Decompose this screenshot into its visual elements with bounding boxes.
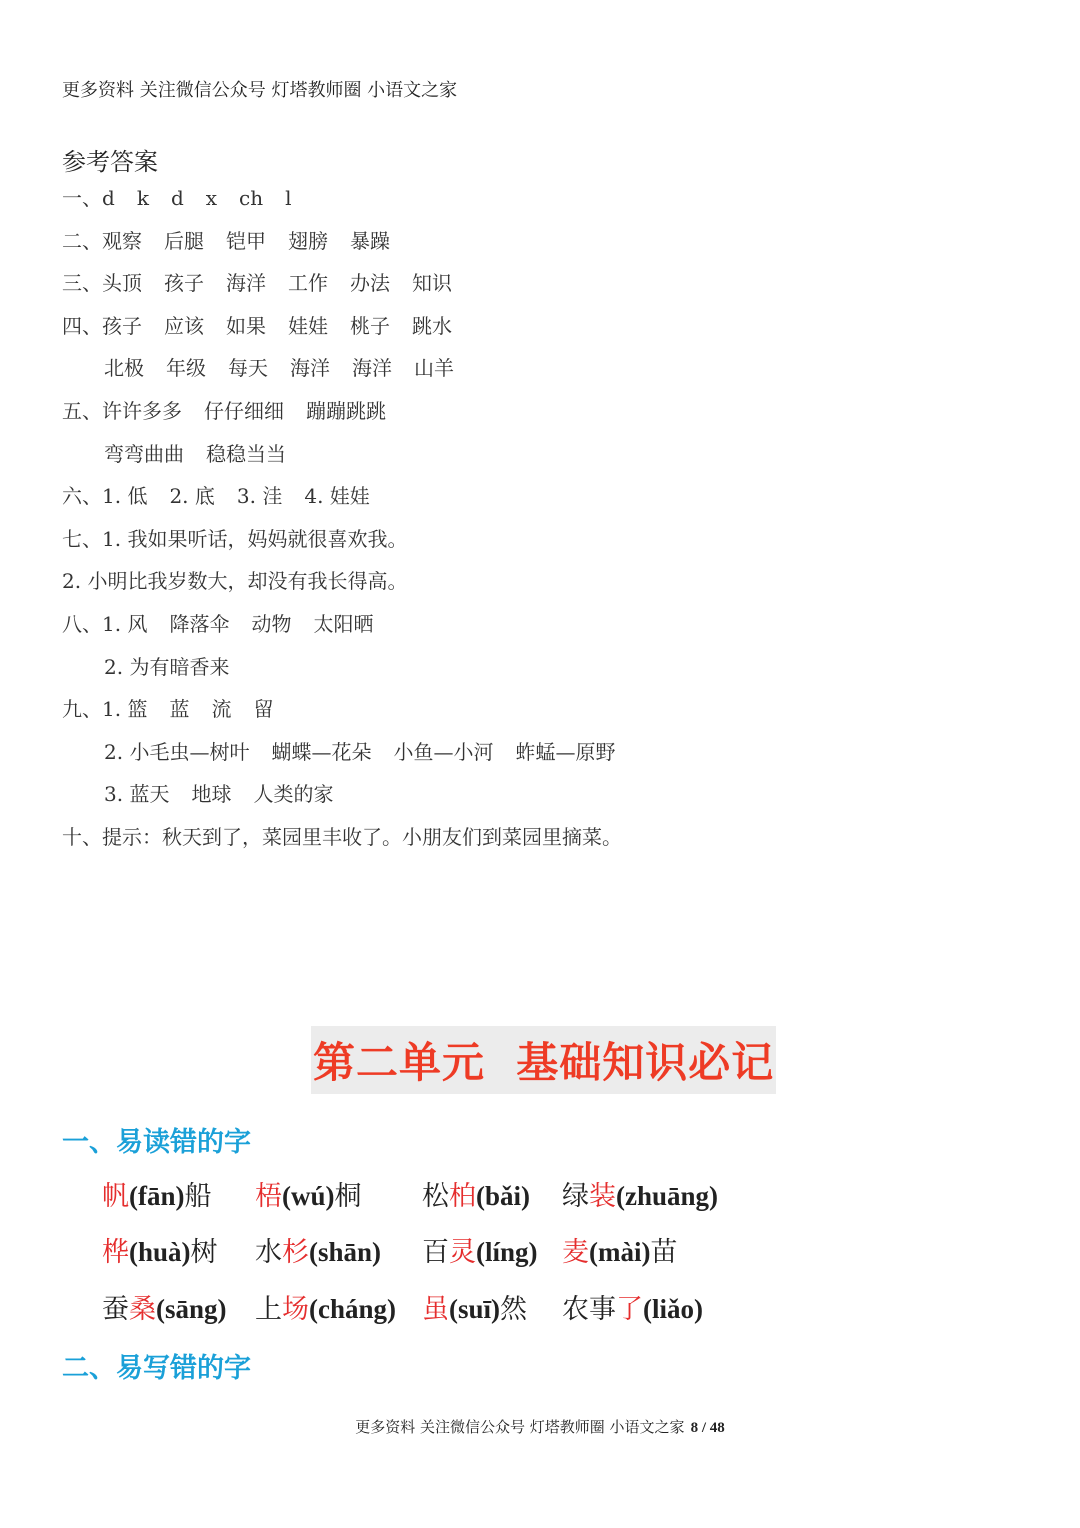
answer-label: 二、 (62, 228, 102, 253)
answer-item: 流 (211, 697, 232, 722)
pinyin: (zhuāng) (616, 1181, 719, 1211)
section-1-title: 一、易读错的字 (62, 1127, 251, 1158)
answer-label: 十、 (62, 825, 102, 849)
answer-item: 小鱼—小河 (393, 739, 494, 764)
highlighted-char: 梧 (255, 1181, 282, 1212)
answer-item: 蓝 (169, 697, 190, 722)
answer-line (62, 821, 644, 853)
char: 水 (255, 1237, 282, 1268)
answer-item: 北极 (104, 356, 144, 381)
highlighted-char: 帆 (102, 1181, 129, 1212)
answer-item: 人类的家 (253, 782, 334, 807)
answer-item: l (285, 186, 292, 210)
answer-line (62, 395, 408, 427)
pinyin-entry (562, 1232, 677, 1273)
answer-item: 山羊 (414, 356, 454, 381)
pinyin-entry (102, 1232, 218, 1273)
answer-item: 2. 底 (169, 484, 215, 509)
answer-item: 海洋 (352, 356, 392, 381)
answer-line (104, 736, 637, 768)
highlighted-char: 桑 (129, 1294, 156, 1325)
answer-label: 五、 (62, 399, 102, 423)
pinyin-entry (562, 1289, 703, 1330)
highlighted-char: 麦 (562, 1237, 589, 1268)
answer-item: 孩子 (164, 271, 204, 296)
char: 树 (190, 1237, 218, 1268)
answer-line (62, 310, 474, 342)
pinyin: (suī) (449, 1294, 501, 1324)
char: 桐 (334, 1181, 362, 1212)
answer-line (62, 480, 392, 512)
answer-item: 铠甲 (226, 228, 266, 253)
answer-item: 弯弯曲曲 (104, 441, 184, 466)
answer-item: 办法 (350, 271, 390, 296)
footer-text: 更多资料 关注微信公众号 灯塔教师圈 小语文之家 (355, 1418, 685, 1436)
highlighted-char: 场 (282, 1294, 309, 1325)
unit-title: 第二单元 基础知识必记 (311, 1026, 776, 1094)
char: 苗 (650, 1237, 678, 1268)
answer-line (104, 438, 308, 470)
highlighted-char: 虽 (422, 1294, 449, 1325)
answer-item: 桃子 (350, 313, 390, 338)
highlighted-char: 桦 (102, 1237, 129, 1268)
answer-item: 每天 (228, 356, 268, 381)
answer-line (104, 352, 476, 384)
answer-item: 工作 (288, 271, 328, 296)
answer-item: d (170, 186, 184, 210)
answer-item: 蹦蹦跳跳 (306, 399, 386, 423)
answer-item: 海洋 (290, 356, 330, 381)
answer-item: d (102, 186, 115, 210)
answer-item: 4. 娃娃 (304, 484, 370, 509)
answer-item: 1. 风 (102, 612, 148, 636)
answers-title: 参考答案 (62, 148, 158, 176)
char: 松 (422, 1181, 449, 1212)
page-footer (0, 1416, 1080, 1437)
answer-item: 许许多多 (102, 399, 182, 423)
answer-item: 孩子 (102, 313, 142, 338)
answer-item: x (205, 186, 218, 210)
highlighted-char: 柏 (449, 1181, 476, 1212)
answer-item: 2. 小毛虫—树叶 (104, 739, 250, 764)
char: 农事 (562, 1294, 616, 1325)
highlighted-char: 了 (616, 1294, 643, 1325)
pinyin: (wú) (282, 1181, 335, 1211)
answer-item: 3. 蓝天 (104, 782, 170, 807)
pinyin-entry (255, 1289, 396, 1330)
pinyin: (liǎo) (643, 1294, 703, 1324)
pinyin-entry (102, 1289, 227, 1330)
page-number: 8 / 48 (690, 1420, 725, 1436)
answer-line (62, 565, 429, 597)
answer-label: 三、 (62, 271, 102, 296)
answer-label: 七、 (62, 526, 102, 551)
answer-item: 提示：秋天到了，菜园里丰收了。小朋友们到菜园里摘菜。 (102, 825, 622, 849)
answer-line (62, 523, 429, 555)
answer-item: 留 (253, 697, 274, 722)
pinyin: (huà) (129, 1237, 191, 1267)
answer-item: 观察 (102, 228, 142, 253)
pinyin-entry (422, 1289, 527, 1330)
char: 然 (500, 1294, 528, 1325)
answer-item: 应该 (164, 313, 204, 338)
answer-line (62, 225, 412, 257)
char: 船 (184, 1181, 212, 1212)
answer-item: 翅膀 (288, 228, 328, 253)
answer-item: 头顶 (102, 271, 142, 296)
answer-label: 八、 (62, 612, 102, 636)
answer-item: 跳水 (412, 313, 452, 338)
answer-item: 地球 (191, 782, 232, 807)
char: 百 (422, 1237, 449, 1268)
answer-item: 仔仔细细 (204, 399, 284, 423)
section-2-title: 二、易写错的字 (62, 1353, 251, 1384)
char: 绿 (562, 1181, 589, 1212)
answer-label: 九、 (62, 697, 102, 722)
answer-item: 1. 低 (102, 484, 148, 509)
answer-item: 2. 小明比我岁数大，却没有我长得高。 (62, 569, 408, 594)
answer-item: 稳稳当当 (206, 441, 286, 466)
answer-item: 蝴蝶—花朵 (271, 739, 372, 764)
pinyin: (bǎi) (476, 1181, 530, 1211)
answer-item: 2. 为有暗香来 (104, 654, 230, 679)
highlighted-char: 灵 (449, 1237, 476, 1268)
answer-line (104, 651, 251, 683)
answer-item: 海洋 (226, 271, 266, 296)
answer-item: 1. 我如果听话，妈妈就很喜欢我。 (102, 526, 408, 551)
answer-line (104, 778, 355, 810)
answer-line (62, 693, 295, 725)
answer-line (62, 182, 314, 214)
answer-item: 1. 篮 (102, 697, 148, 722)
char: 蚕 (102, 1294, 129, 1325)
answer-line (62, 608, 395, 640)
pinyin: (mài) (589, 1237, 651, 1267)
pinyin: (fān) (129, 1181, 185, 1211)
answer-item: 年级 (166, 356, 206, 381)
answer-label: 一、 (62, 186, 102, 210)
pinyin-entry (422, 1176, 530, 1217)
answer-item: 知识 (412, 271, 452, 296)
answer-line (62, 267, 474, 299)
highlighted-char: 杉 (282, 1237, 309, 1268)
highlighted-char: 装 (589, 1181, 616, 1212)
answer-item: 太阳晒 (313, 612, 374, 636)
answer-label: 六、 (62, 484, 102, 509)
pinyin: (shān) (309, 1237, 382, 1267)
pinyin-entry (255, 1232, 381, 1273)
answer-item: 降落伞 (169, 612, 230, 636)
page-header: 更多资料 关注微信公众号 灯塔教师圈 小语文之家 (62, 80, 458, 101)
answer-item: 3. 洼 (236, 484, 283, 509)
answer-item: 娃娃 (288, 313, 328, 338)
answer-item: 暴躁 (350, 228, 390, 253)
pinyin-entry (102, 1176, 212, 1217)
answer-item: 动物 (251, 612, 292, 636)
pinyin-entry (422, 1232, 538, 1273)
answer-item: ch (239, 186, 264, 210)
pinyin-entry (255, 1176, 362, 1217)
answer-item: 后腿 (164, 228, 204, 253)
answer-item: 如果 (226, 313, 266, 338)
answer-item: k (136, 186, 149, 210)
char: 上 (255, 1294, 282, 1325)
pinyin-entry (562, 1176, 718, 1217)
pinyin: (líng) (476, 1237, 538, 1267)
pinyin: (sāng) (156, 1294, 227, 1324)
pinyin: (cháng) (309, 1294, 396, 1324)
answer-item: 蚱蜢—原野 (515, 739, 616, 764)
answer-label: 四、 (62, 313, 102, 338)
